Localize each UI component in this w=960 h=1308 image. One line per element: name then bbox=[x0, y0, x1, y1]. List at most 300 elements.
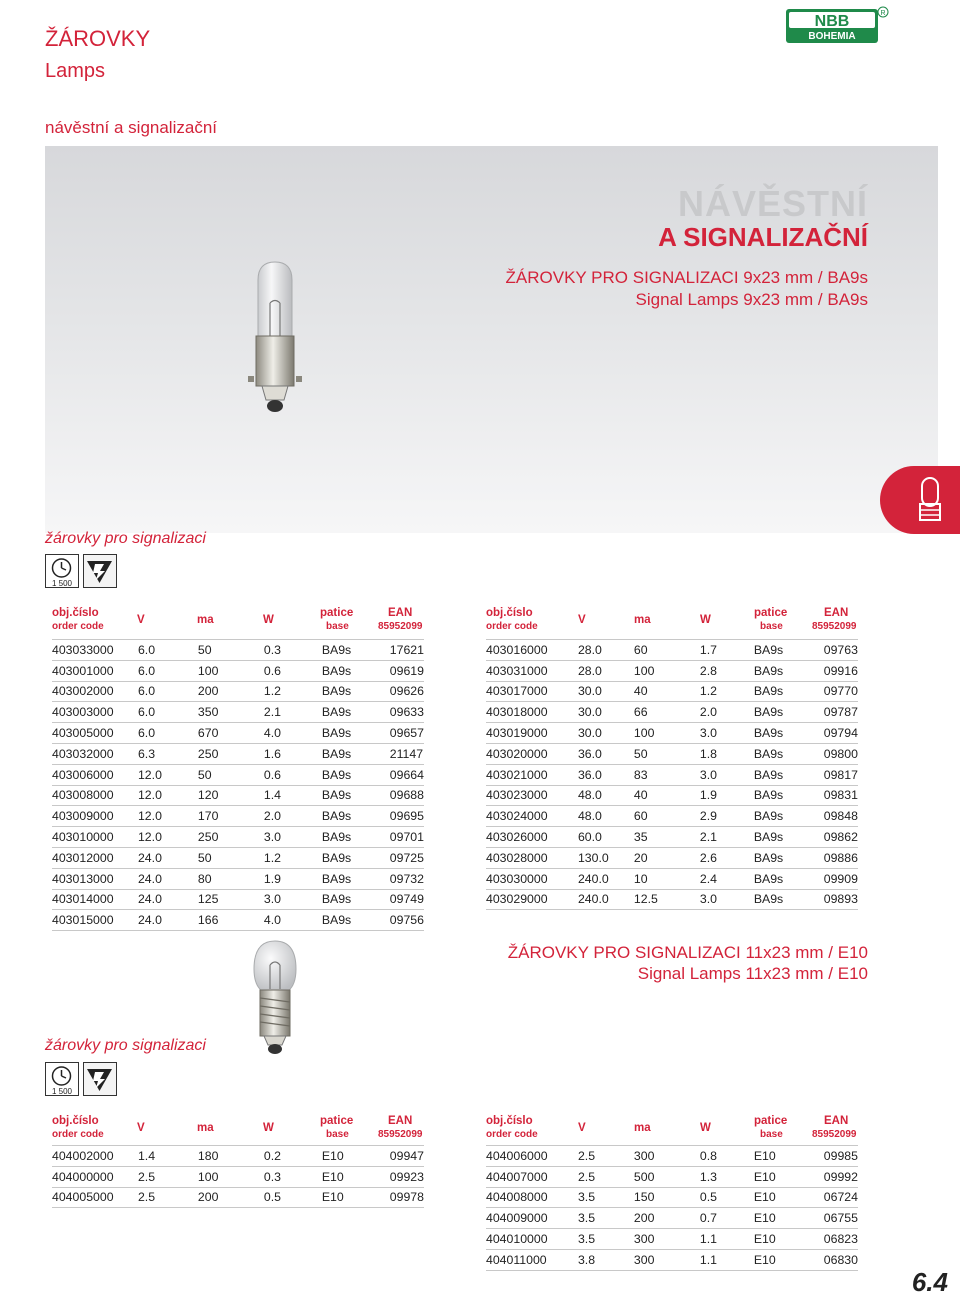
page-subtitle: Lamps bbox=[45, 60, 106, 82]
cell-order-code: 404010000 bbox=[486, 1229, 578, 1250]
col-order-en: order code bbox=[52, 1129, 104, 1140]
cell-voltage: 12.0 bbox=[138, 764, 198, 785]
cell-base: BA9s bbox=[322, 681, 390, 702]
col-ean: EAN bbox=[388, 607, 413, 619]
cell-order-code: 403018000 bbox=[486, 702, 578, 723]
cell-ean: 09701 bbox=[390, 827, 424, 848]
col-ean-prefix: 85952099 bbox=[812, 1129, 857, 1140]
table-row bbox=[52, 868, 424, 889]
cell-power-w: 1.3 bbox=[700, 1166, 754, 1187]
cell-order-code: 404000000 bbox=[52, 1166, 138, 1187]
cell-ean: 09978 bbox=[390, 1187, 424, 1208]
col-ma: ma bbox=[197, 614, 214, 626]
cell-power-w: 2.4 bbox=[700, 868, 754, 889]
cell-power-w: 2.0 bbox=[264, 806, 322, 827]
lifetime-hours: 1 500 bbox=[51, 579, 73, 588]
cell-base: BA9s bbox=[322, 660, 390, 681]
cell-voltage: 1.4 bbox=[138, 1146, 198, 1167]
cell-base: BA9s bbox=[322, 785, 390, 806]
page-number: 6.4 bbox=[911, 1267, 948, 1297]
table-header-ba9s-right bbox=[486, 607, 858, 635]
table-row bbox=[52, 1187, 424, 1208]
cell-current-ma: 60 bbox=[634, 640, 700, 661]
cell-base: E10 bbox=[754, 1208, 824, 1229]
col-w: W bbox=[263, 614, 274, 626]
table-row bbox=[486, 806, 858, 827]
cell-current-ma: 50 bbox=[634, 743, 700, 764]
col-order-cz: obj.číslo bbox=[486, 607, 533, 619]
table-e10-right bbox=[486, 1145, 858, 1271]
cell-voltage: 30.0 bbox=[578, 723, 634, 744]
cell-power-w: 1.9 bbox=[264, 868, 322, 889]
lamp-tab-icon bbox=[920, 478, 940, 520]
cell-current-ma: 83 bbox=[634, 764, 700, 785]
cell-ean: 06823 bbox=[824, 1229, 858, 1250]
cell-current-ma: 50 bbox=[198, 640, 264, 661]
cell-voltage: 6.0 bbox=[138, 660, 198, 681]
cell-current-ma: 120 bbox=[198, 785, 264, 806]
cell-power-w: 2.1 bbox=[264, 702, 322, 723]
cell-base: BA9s bbox=[322, 743, 390, 764]
cell-base: BA9s bbox=[322, 847, 390, 868]
cell-base: BA9s bbox=[754, 827, 824, 848]
table-row bbox=[52, 1166, 424, 1187]
logo-text-top: NBB bbox=[814, 13, 850, 30]
cell-voltage: 3.5 bbox=[578, 1187, 634, 1208]
e10-lamp-image bbox=[240, 935, 310, 1057]
cell-current-ma: 150 bbox=[634, 1187, 700, 1208]
col-order-cz: obj.číslo bbox=[52, 1115, 99, 1127]
cell-ean: 09794 bbox=[824, 723, 858, 744]
cell-voltage: 12.0 bbox=[138, 827, 198, 848]
cell-base: BA9s bbox=[754, 640, 824, 661]
cell-order-code: 403031000 bbox=[486, 660, 578, 681]
cell-order-code: 403028000 bbox=[486, 847, 578, 868]
cell-base: E10 bbox=[754, 1146, 824, 1167]
cell-order-code: 404002000 bbox=[52, 1146, 138, 1167]
table-row bbox=[52, 702, 424, 723]
cell-current-ma: 50 bbox=[198, 847, 264, 868]
col-ean-prefix: 85952099 bbox=[378, 621, 423, 632]
cell-current-ma: 300 bbox=[634, 1229, 700, 1250]
cell-voltage: 6.0 bbox=[138, 702, 198, 723]
cell-base: E10 bbox=[754, 1187, 824, 1208]
cell-base: BA9s bbox=[754, 889, 824, 910]
cell-base: BA9s bbox=[754, 743, 824, 764]
cell-order-code: 403023000 bbox=[486, 785, 578, 806]
cell-order-code: 403026000 bbox=[486, 827, 578, 848]
cell-base: E10 bbox=[754, 1249, 824, 1270]
cell-power-w: 0.2 bbox=[264, 1146, 322, 1167]
cell-voltage: 24.0 bbox=[138, 868, 198, 889]
cell-current-ma: 20 bbox=[634, 847, 700, 868]
cell-order-code: 403009000 bbox=[52, 806, 138, 827]
cell-voltage: 2.5 bbox=[578, 1146, 634, 1167]
cell-ean: 09886 bbox=[824, 847, 858, 868]
cell-current-ma: 200 bbox=[198, 681, 264, 702]
cell-power-w: 0.3 bbox=[264, 1166, 322, 1187]
ba9s-lamp-image bbox=[240, 258, 310, 418]
cell-base: BA9s bbox=[322, 889, 390, 910]
cell-order-code: 403017000 bbox=[486, 681, 578, 702]
cell-power-w: 1.8 bbox=[700, 743, 754, 764]
cell-ean: 09923 bbox=[390, 1166, 424, 1187]
category-label: žárovky pro signalizaci bbox=[45, 530, 206, 547]
col-w: W bbox=[263, 1122, 274, 1134]
cell-power-w: 0.6 bbox=[264, 660, 322, 681]
cell-base: BA9s bbox=[322, 702, 390, 723]
cell-voltage: 30.0 bbox=[578, 702, 634, 723]
table-row bbox=[52, 827, 424, 848]
cell-base: E10 bbox=[754, 1166, 824, 1187]
cell-ean: 09664 bbox=[390, 764, 424, 785]
page-title: ŽÁROVKY bbox=[45, 26, 151, 51]
cell-base: BA9s bbox=[322, 827, 390, 848]
cell-power-w: 3.0 bbox=[264, 827, 322, 848]
col-order-en: order code bbox=[486, 621, 538, 632]
cell-ean: 09916 bbox=[824, 660, 858, 681]
cell-voltage: 6.0 bbox=[138, 723, 198, 744]
product-subtitle-cz: ŽÁROVKY PRO SIGNALIZACI 9x23 mm / BA9s bbox=[505, 268, 868, 287]
cell-order-code: 403015000 bbox=[52, 910, 138, 931]
cell-power-w: 0.8 bbox=[700, 1146, 754, 1167]
col-v: V bbox=[137, 614, 145, 626]
col-ma: ma bbox=[634, 1122, 651, 1134]
cell-power-w: 1.7 bbox=[700, 640, 754, 661]
table-row bbox=[486, 743, 858, 764]
cell-order-code: 403002000 bbox=[52, 681, 138, 702]
col-ma: ma bbox=[634, 614, 651, 626]
cell-current-ma: 500 bbox=[634, 1166, 700, 1187]
table-row bbox=[486, 723, 858, 744]
cell-power-w: 1.2 bbox=[264, 847, 322, 868]
cell-ean: 09695 bbox=[390, 806, 424, 827]
cell-ean: 09770 bbox=[824, 681, 858, 702]
table-row bbox=[486, 681, 858, 702]
cell-voltage: 36.0 bbox=[578, 764, 634, 785]
shock-protection-icon bbox=[83, 1062, 117, 1096]
cell-base: BA9s bbox=[754, 723, 824, 744]
cell-power-w: 0.5 bbox=[700, 1187, 754, 1208]
cell-power-w: 4.0 bbox=[264, 723, 322, 744]
cell-voltage: 240.0 bbox=[578, 868, 634, 889]
cell-ean: 09756 bbox=[390, 910, 424, 931]
table-ba9s-right bbox=[486, 639, 858, 910]
cell-ean: 06724 bbox=[824, 1187, 858, 1208]
cell-order-code: 403030000 bbox=[486, 868, 578, 889]
cell-ean: 09763 bbox=[824, 640, 858, 661]
product-subtitle-en: Signal Lamps 9x23 mm / BA9s bbox=[635, 290, 868, 309]
cell-power-w: 0.7 bbox=[700, 1208, 754, 1229]
col-v: V bbox=[578, 614, 586, 626]
shock-protection-icon bbox=[83, 554, 117, 588]
cell-ean: 09626 bbox=[390, 681, 424, 702]
cell-power-w: 2.1 bbox=[700, 827, 754, 848]
cell-base: E10 bbox=[754, 1229, 824, 1250]
cell-voltage: 30.0 bbox=[578, 681, 634, 702]
cell-current-ma: 80 bbox=[198, 868, 264, 889]
table-row bbox=[486, 889, 858, 910]
cell-voltage: 6.0 bbox=[138, 681, 198, 702]
cell-voltage: 3.8 bbox=[578, 1249, 634, 1270]
cell-current-ma: 200 bbox=[198, 1187, 264, 1208]
col-base-en: base bbox=[760, 1129, 783, 1140]
cell-ean: 09749 bbox=[390, 889, 424, 910]
cell-base: BA9s bbox=[754, 764, 824, 785]
col-ean: EAN bbox=[824, 607, 849, 619]
col-w: W bbox=[700, 1122, 711, 1134]
cell-ean: 09817 bbox=[824, 764, 858, 785]
cell-current-ma: 100 bbox=[634, 660, 700, 681]
clock-icon bbox=[45, 1062, 79, 1096]
category-label-e10: žárovky pro signalizaci bbox=[45, 1037, 206, 1054]
cell-voltage: 28.0 bbox=[578, 640, 634, 661]
cell-ean: 17621 bbox=[390, 640, 424, 661]
cell-ean: 21147 bbox=[390, 743, 424, 764]
cell-base: BA9s bbox=[754, 847, 824, 868]
table-ba9s-left bbox=[52, 639, 424, 931]
table-row bbox=[486, 1146, 858, 1167]
cell-ean: 09725 bbox=[390, 847, 424, 868]
cell-order-code: 403019000 bbox=[486, 723, 578, 744]
cell-base: BA9s bbox=[754, 806, 824, 827]
cell-order-code: 403014000 bbox=[52, 889, 138, 910]
cell-base: BA9s bbox=[754, 785, 824, 806]
brand-logo bbox=[785, 6, 891, 44]
table-row bbox=[52, 806, 424, 827]
cell-voltage: 24.0 bbox=[138, 910, 198, 931]
cell-voltage: 36.0 bbox=[578, 743, 634, 764]
cell-power-w: 1.9 bbox=[700, 785, 754, 806]
cell-voltage: 240.0 bbox=[578, 889, 634, 910]
col-base-en: base bbox=[326, 1129, 349, 1140]
cell-voltage: 12.0 bbox=[138, 806, 198, 827]
cell-base: BA9s bbox=[322, 764, 390, 785]
cell-base: BA9s bbox=[322, 806, 390, 827]
table-row bbox=[52, 847, 424, 868]
table-row bbox=[486, 702, 858, 723]
cell-power-w: 2.6 bbox=[700, 847, 754, 868]
table-header-e10-left bbox=[52, 1115, 424, 1143]
cell-power-w: 1.4 bbox=[264, 785, 322, 806]
cell-current-ma: 300 bbox=[634, 1249, 700, 1270]
cell-current-ma: 170 bbox=[198, 806, 264, 827]
cell-current-ma: 10 bbox=[634, 868, 700, 889]
table-row bbox=[486, 660, 858, 681]
cell-order-code: 403010000 bbox=[52, 827, 138, 848]
cell-power-w: 1.1 bbox=[700, 1229, 754, 1250]
col-base-cz: patice bbox=[754, 607, 788, 619]
cell-base: E10 bbox=[322, 1146, 390, 1167]
table-row bbox=[52, 889, 424, 910]
table-row bbox=[486, 785, 858, 806]
table-row bbox=[52, 785, 424, 806]
table-header-e10-right bbox=[486, 1115, 858, 1143]
cell-power-w: 2.8 bbox=[700, 660, 754, 681]
cell-current-ma: 40 bbox=[634, 785, 700, 806]
cell-order-code: 403020000 bbox=[486, 743, 578, 764]
table-row bbox=[52, 743, 424, 764]
table-row bbox=[486, 1187, 858, 1208]
cell-order-code: 403006000 bbox=[52, 764, 138, 785]
cell-base: BA9s bbox=[322, 723, 390, 744]
cell-ean: 09848 bbox=[824, 806, 858, 827]
cell-ean: 09688 bbox=[390, 785, 424, 806]
table-row bbox=[486, 1249, 858, 1270]
cell-order-code: 404006000 bbox=[486, 1146, 578, 1167]
cell-ean: 09800 bbox=[824, 743, 858, 764]
cell-voltage: 24.0 bbox=[138, 847, 198, 868]
cell-voltage: 60.0 bbox=[578, 827, 634, 848]
cell-current-ma: 166 bbox=[198, 910, 264, 931]
cell-base: BA9s bbox=[322, 868, 390, 889]
cell-base: BA9s bbox=[754, 681, 824, 702]
table-row bbox=[52, 764, 424, 785]
cell-ean: 09909 bbox=[824, 868, 858, 889]
cell-base: E10 bbox=[322, 1187, 390, 1208]
table-row bbox=[486, 640, 858, 661]
table-e10-left bbox=[52, 1145, 424, 1208]
col-order-en: order code bbox=[52, 621, 104, 632]
cell-current-ma: 12.5 bbox=[634, 889, 700, 910]
cell-ean: 09657 bbox=[390, 723, 424, 744]
cell-ean: 09619 bbox=[390, 660, 424, 681]
cell-voltage: 48.0 bbox=[578, 785, 634, 806]
cell-ean: 09787 bbox=[824, 702, 858, 723]
cell-ean: 09831 bbox=[824, 785, 858, 806]
cell-power-w: 1.1 bbox=[700, 1249, 754, 1270]
cell-voltage: 3.5 bbox=[578, 1229, 634, 1250]
col-ma: ma bbox=[197, 1122, 214, 1134]
col-v: V bbox=[578, 1122, 586, 1134]
cell-power-w: 1.2 bbox=[700, 681, 754, 702]
cell-power-w: 1.2 bbox=[264, 681, 322, 702]
cell-voltage: 48.0 bbox=[578, 806, 634, 827]
cell-current-ma: 670 bbox=[198, 723, 264, 744]
cell-ean: 09732 bbox=[390, 868, 424, 889]
cell-current-ma: 125 bbox=[198, 889, 264, 910]
table-row bbox=[486, 1166, 858, 1187]
col-ean-prefix: 85952099 bbox=[812, 621, 857, 632]
cell-ean: 09985 bbox=[824, 1146, 858, 1167]
table-row bbox=[52, 660, 424, 681]
cell-power-w: 0.3 bbox=[264, 640, 322, 661]
cell-base: BA9s bbox=[322, 910, 390, 931]
cell-power-w: 1.6 bbox=[264, 743, 322, 764]
cell-current-ma: 300 bbox=[634, 1146, 700, 1167]
cell-voltage: 130.0 bbox=[578, 847, 634, 868]
col-ean-prefix: 85952099 bbox=[378, 1129, 423, 1140]
cell-power-w: 3.0 bbox=[700, 889, 754, 910]
cell-order-code: 404011000 bbox=[486, 1249, 578, 1270]
table-row bbox=[486, 764, 858, 785]
col-base-en: base bbox=[760, 621, 783, 632]
cell-power-w: 3.0 bbox=[700, 764, 754, 785]
cell-order-code: 404005000 bbox=[52, 1187, 138, 1208]
cell-base: BA9s bbox=[754, 702, 824, 723]
cell-current-ma: 350 bbox=[198, 702, 264, 723]
cell-voltage: 6.3 bbox=[138, 743, 198, 764]
col-order-en: order code bbox=[486, 1129, 538, 1140]
table-row bbox=[486, 827, 858, 848]
cell-base: E10 bbox=[322, 1166, 390, 1187]
cell-voltage: 2.5 bbox=[578, 1166, 634, 1187]
cell-base: BA9s bbox=[322, 640, 390, 661]
cell-ean: 09893 bbox=[824, 889, 858, 910]
cell-order-code: 403024000 bbox=[486, 806, 578, 827]
col-order-cz: obj.číslo bbox=[52, 607, 99, 619]
cell-voltage: 6.0 bbox=[138, 640, 198, 661]
col-w: W bbox=[700, 614, 711, 626]
cell-power-w: 2.9 bbox=[700, 806, 754, 827]
table-row bbox=[486, 868, 858, 889]
col-ean: EAN bbox=[388, 1115, 413, 1127]
cell-power-w: 0.6 bbox=[264, 764, 322, 785]
cell-power-w: 3.0 bbox=[700, 723, 754, 744]
cell-order-code: 403008000 bbox=[52, 785, 138, 806]
col-base-cz: patice bbox=[320, 1115, 354, 1127]
cell-order-code: 404007000 bbox=[486, 1166, 578, 1187]
table-row bbox=[52, 640, 424, 661]
cell-order-code: 404008000 bbox=[486, 1187, 578, 1208]
cell-order-code: 403032000 bbox=[52, 743, 138, 764]
category-tab[interactable] bbox=[880, 466, 960, 534]
cell-current-ma: 250 bbox=[198, 827, 264, 848]
cell-ean: 06830 bbox=[824, 1249, 858, 1270]
cell-voltage: 3.5 bbox=[578, 1208, 634, 1229]
table-row bbox=[52, 1146, 424, 1167]
cell-ean: 06755 bbox=[824, 1208, 858, 1229]
cell-current-ma: 250 bbox=[198, 743, 264, 764]
cell-ean: 09862 bbox=[824, 827, 858, 848]
cell-power-w: 0.5 bbox=[264, 1187, 322, 1208]
logo-text-bottom: BOHEMIA bbox=[808, 31, 856, 42]
cell-current-ma: 100 bbox=[198, 1166, 264, 1187]
product-subtitle-en-e10: Signal Lamps 11x23 mm / E10 bbox=[637, 964, 868, 983]
cell-order-code: 403013000 bbox=[52, 868, 138, 889]
table-row bbox=[52, 910, 424, 931]
cell-base: BA9s bbox=[754, 660, 824, 681]
cell-voltage: 12.0 bbox=[138, 785, 198, 806]
hero-heading: NÁVĚSTNÍ bbox=[677, 183, 868, 224]
table-row bbox=[486, 1229, 858, 1250]
cell-order-code: 403033000 bbox=[52, 640, 138, 661]
table-row bbox=[486, 847, 858, 868]
lifetime-hours: 1 500 bbox=[51, 1087, 73, 1096]
cell-current-ma: 50 bbox=[198, 764, 264, 785]
cell-order-code: 403005000 bbox=[52, 723, 138, 744]
table-header-ba9s-left bbox=[52, 607, 424, 635]
cell-base: BA9s bbox=[754, 868, 824, 889]
product-subtitle-cz-e10: ŽÁROVKY PRO SIGNALIZACI 11x23 mm / E10 bbox=[507, 943, 868, 962]
cell-order-code: 403003000 bbox=[52, 702, 138, 723]
cell-order-code: 404009000 bbox=[486, 1208, 578, 1229]
cell-current-ma: 35 bbox=[634, 827, 700, 848]
table-row bbox=[52, 681, 424, 702]
cell-power-w: 4.0 bbox=[264, 910, 322, 931]
clock-icon bbox=[45, 554, 79, 588]
cell-current-ma: 100 bbox=[198, 660, 264, 681]
cell-order-code: 403001000 bbox=[52, 660, 138, 681]
cell-current-ma: 180 bbox=[198, 1146, 264, 1167]
section-title: návěstní a signalizační bbox=[45, 118, 217, 137]
cell-ean: 09633 bbox=[390, 702, 424, 723]
cell-current-ma: 40 bbox=[634, 681, 700, 702]
cell-order-code: 403029000 bbox=[486, 889, 578, 910]
registered-mark: R bbox=[880, 10, 886, 17]
col-base-en: base bbox=[326, 621, 349, 632]
col-base-cz: patice bbox=[754, 1115, 788, 1127]
